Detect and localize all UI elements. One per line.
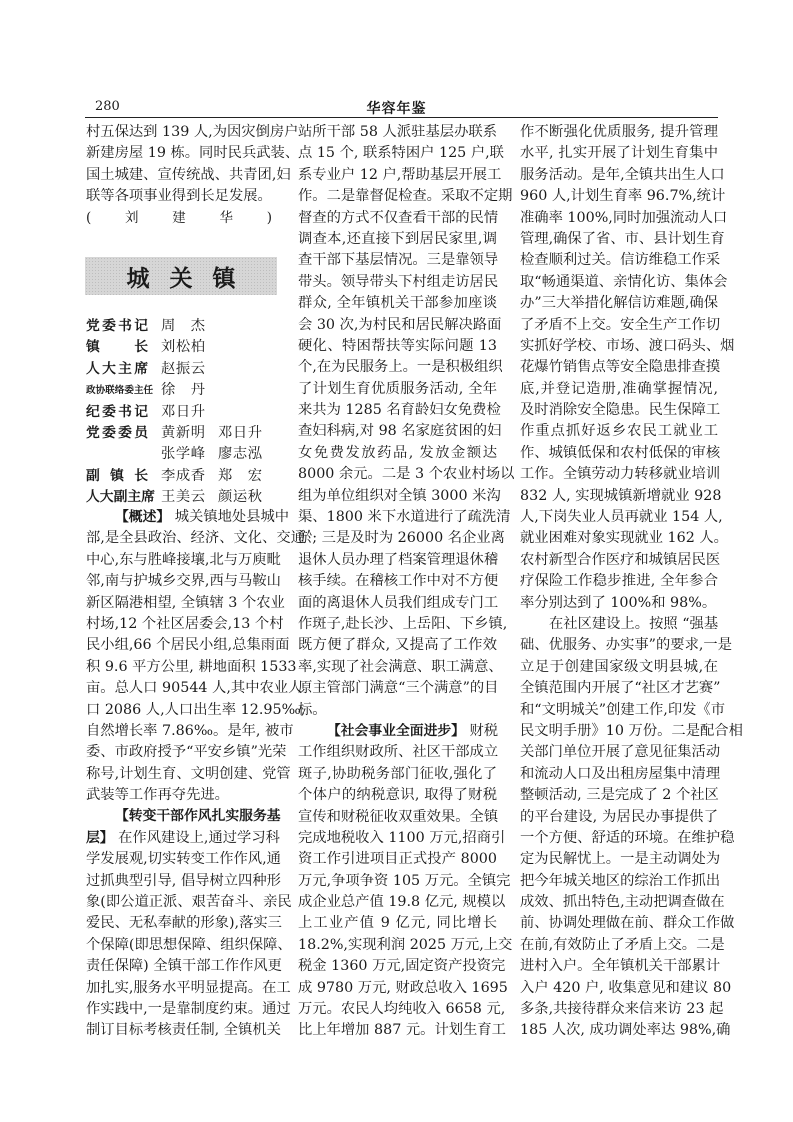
line-text: 中心,东与胜峰接壤,北与万庾毗 [86,551,281,568]
line-text: 在作风建设上,通过学习科 [113,829,280,846]
text-line [520,229,725,250]
line-text: 民文明手册》10 万份。二是配合相 [520,722,743,739]
text-line [520,315,721,336]
line-text: 作。二是靠督促检查。采取不定期 [298,188,513,205]
line-text: 率分别达到了 100%和 98%。 [520,594,717,611]
leader-name: 廖志泓 [218,446,262,463]
text-line [298,892,506,913]
running-header-title: 华容年鉴 [366,101,427,117]
text-line [86,678,303,699]
line-text: 了矛盾不上交。安全生产工作切 [520,316,721,333]
text-line [520,357,721,378]
column-1-body [86,507,306,1042]
line-text: 宣传和财税征收双重效果。全镇 [298,808,499,825]
line-text: 武装等工作再夺先进。 [86,787,229,804]
line-text: 斑子,协助税务部门征收,强化了 [298,765,497,782]
leader-name: 刘松柏 [161,339,205,356]
line-text: 群众, 全年镇机关干部参加座谈 [298,295,497,312]
text-line [520,165,725,186]
line-text: 185 人次, 成功调处率达 98%,确 [520,1022,731,1039]
line-text: 委、市政府授予“平安乡镇”光荣 [86,744,287,761]
line-text: 税金 1360 万元,固定资产投资完 [298,958,506,975]
line-text: 民小组,66 个居民小组,总集雨面 [86,637,290,654]
line-text: 和“文明城关”创建工作,印发《市 [520,701,726,718]
text-line [86,528,305,549]
text-line [520,913,735,934]
text-line [298,229,497,250]
leader-row [86,316,262,337]
text-line [520,721,743,742]
line-text: 口 2086 人,人口出生率 12.95‰, [86,701,306,718]
text-line [520,486,722,507]
text-line [520,764,721,785]
line-text: 准确率 100%,同时加强流动人口 [520,209,728,226]
line-text: 工作。全镇劳动力转移就业培训 [520,466,721,483]
text-line [86,186,278,207]
line-text: 前、协调处理做在前、群众工作做 [520,915,735,932]
text-line [86,742,287,763]
text-line [298,764,497,785]
line-text: 比上年增加 887 元。计划生育工 [298,1022,506,1039]
text-line [520,807,718,828]
text-line [86,913,282,934]
leader-row [86,444,262,465]
line-text: 础、优服务、办实事”的要求,一是 [520,637,733,654]
text-line [520,935,725,956]
line-text: 亩。总人口 90544 人,其中农业人 [86,680,303,697]
line-text: 成 9780 万元, 财政总收入 1695 [298,979,508,996]
line-text: 过抓典型引导, 倡导树立四种形 [86,872,281,889]
line-text: 人,下岗失业人员再就业 154 人, [520,509,723,526]
text-line [86,764,291,785]
text-line [298,379,497,400]
line-text: 积 9.6 平方公里, 耕地面积 1533 [86,658,297,675]
line-text: 村五保达到 139 人,为因灾倒房户 [86,124,299,140]
text-line [298,400,501,421]
line-text: 水平, 扎实开展了计划生育集中 [520,145,718,162]
text-line [86,956,282,977]
line-text: 城关镇地处县城中 [170,509,290,525]
line-text: 加扎实,服务水平明显提高。在工 [86,979,291,996]
text-line [86,999,291,1020]
leader-role: 人大副主席 [86,489,155,506]
text-line [298,208,497,229]
text-line [298,593,497,614]
line-text: 面的离退休人员我们组成专门工 [298,594,499,611]
text-line [298,828,506,849]
line-text: 标。 [298,701,327,718]
text-line [520,464,721,485]
text-line [86,849,281,870]
text-line [86,978,291,999]
text-line [520,272,728,293]
line-text: 站所干部 58 人派驻基层办联系 [298,124,497,140]
line-text: 学发展观,切实转变工作作风,通 [86,851,281,868]
line-text: 立足于创建国家级文明县城,在 [520,658,718,675]
line-text: 作、城镇低保和农村低保的审核 [520,444,721,461]
text-line [298,507,511,528]
leader-name: 黄新明 [161,424,205,441]
line-text: 率,实现了社会满意、职工满意、 [298,658,503,675]
leader-name: 颜运秋 [218,489,262,506]
text-line [298,571,497,592]
paragraph-heading: 【转变干部作风扎实服务基 [115,808,281,825]
line-text: 财税 [464,722,499,739]
text-line [298,635,497,656]
line-text: 组为单位组织对全镇 3000 米沟 [298,487,501,504]
line-text: 自然增长率 7.86‰。是年, 被市 [86,722,294,739]
text-line [298,293,497,314]
text-line [520,143,718,164]
text-line [520,379,718,400]
line-text: 底,并登记造册,准确掌握情况, [520,380,718,397]
line-text: 18.2%,实现利润 2025 万元,上交 [298,936,513,953]
text-line [86,700,306,721]
text-line [86,507,290,528]
column-2 [298,122,515,1042]
text-line [520,593,718,614]
text-line [298,528,505,549]
text-line [520,871,721,892]
leader-role: 镇长 [86,339,148,356]
line-text: 万元,争项争资 105 万元。全镇完 [298,872,511,889]
line-text: 整顿活动, 三是完成了 2 个社区 [520,787,719,804]
text-line [86,806,281,827]
line-text: 点 15 个, 联系特困户 125 户,联 [298,145,504,162]
text-line [520,208,728,229]
section-title-box [85,257,277,295]
line-text: 新建房屋 19 栋。同时民兵武装、 [86,145,300,162]
text-line [298,657,503,678]
paragraph-heading: 层】 [86,829,114,846]
text-line [520,293,718,314]
line-text: 在前,有效防止了矛盾上交。二是 [520,936,725,953]
text-line [298,956,506,977]
line-text: 进村入户。全年镇机关干部累计 [520,958,721,975]
leader-name: 王美云 [161,489,205,506]
text-line [298,721,497,742]
text-line [520,700,726,721]
line-text: 工作组织财政所、社区干部成立 [298,744,499,761]
line-text: 会 30 次,为村民和居民解决路面 [298,316,502,333]
line-text: 完成地税收入 1100 万元,招商引 [298,829,506,846]
line-text: 检查顺利过关。信访维稳工作采 [520,252,721,269]
text-line [520,1020,731,1041]
line-text: 实抓好学校、市场、渡口码头、烟 [520,337,735,354]
text-line [520,528,728,549]
leader-role: 人大主席 [86,360,148,377]
line-text: 带头。领导带头下村组走访居民 [298,273,499,290]
line-text: 爱民、无私奉献的形象),落实三 [86,915,282,932]
leader-name: 徐丹 [161,382,205,399]
header-rule [85,117,718,118]
text-line [86,892,292,913]
line-text: 个,在为民服务上。一是积极组织 [298,359,503,376]
leader-name: 赵振云 [161,360,205,377]
text-line [86,721,294,742]
text-line [298,143,504,164]
line-text: 督查的方式不仅查看干部的民情 [298,209,499,226]
line-text: 成效、抓出特色,主动把调查做在 [520,894,725,911]
text-line [86,550,281,571]
line-text: 疗保险工作稳步推进, 全年参合 [520,573,718,590]
leader-name: 邓日升 [218,424,262,441]
leader-name: 李成香 [161,467,205,484]
text-line [298,122,497,143]
leader-name: 邓日升 [161,403,205,420]
text-line [298,1020,506,1041]
text-line [520,742,721,763]
line-text: 服务活动。是年,全镇共出生人口 [520,166,725,183]
text-line [86,614,284,635]
leader-row [86,359,262,380]
leader-name: 周杰 [161,318,205,334]
line-text: 把今年城关地区的综治工作抓出 [520,872,721,889]
line-text: 一个方便、舒适的环境。在维护稳 [520,829,735,846]
text-line [520,978,732,999]
line-text: 村场,12 个社区居委会,13 个村 [86,615,284,632]
text-line [520,635,733,656]
text-line [520,336,735,357]
text-line [520,849,721,870]
line-text: 部,是全县政治、经济、文化、交通 [86,530,305,547]
text-line [298,250,497,271]
text-line [298,785,497,806]
text-line [298,357,503,378]
text-line [520,614,718,635]
leader-role [86,444,148,465]
text-line [298,849,497,870]
line-text: 定为民解忧上。一是主动调处为 [520,851,721,868]
line-text: 960 人,计划生育率 96.7%,统计 [520,188,726,205]
leader-role: 纪委书记 [86,403,148,420]
text-line [520,892,725,913]
text-line [298,999,506,1020]
line-text: 称号,计划生育、文明创建、党管 [86,765,291,782]
text-line [520,657,718,678]
line-text: 淤; 三是及时为 26000 名企业离 [298,530,505,547]
line-text: 责任保障) 全镇干部工作作风更 [86,958,282,975]
line-text: 制订目标考核责任制, 全镇机关 [86,1022,281,1039]
line-text: 在社区建设上。按照 “强基 [549,615,719,632]
line-text: 核手续。在稽核工作中对不方便 [298,573,499,590]
text-line [298,464,515,485]
line-text: 来共为 1285 名育龄妇女免费检 [298,402,501,419]
page-number: 280 [95,99,120,114]
column-1-top [86,122,300,229]
leader-role: 党委委员 [86,424,148,441]
text-line [86,635,290,656]
text-line [520,443,721,464]
text-line [520,550,721,571]
text-line [86,143,300,164]
line-text: 农村新型合作医疗和城镇居民医 [520,551,721,568]
text-line [520,250,721,271]
leader-role: 副镇长 [86,467,148,484]
text-line [298,700,497,721]
text-line [520,400,721,421]
text-line [520,421,718,442]
leader-row [86,466,262,487]
line-text: 办”三大举措化解信访难题,确保 [520,295,718,312]
line-text: 既方便了群众, 又提高了工作效 [298,637,497,654]
line-text: 作实践中,一是靠制度约束。通过 [86,1000,291,1017]
text-line [298,742,497,763]
text-line [298,443,497,464]
text-line [298,935,513,956]
line-text: 查妇科病,对 98 名家庭贫困的妇 [298,423,502,440]
text-line [86,828,278,849]
text-line [298,978,508,999]
leader-name: 郑宏 [218,467,262,484]
leader-name: 张学峰 [161,446,205,463]
line-text: 就业困难对象实现就业 162 人。 [520,530,728,547]
line-text: 退休人员办理了档案管理退休稽 [298,551,499,568]
paragraph-heading: 【社会事业全面进步】 [327,722,465,739]
line-text: 联等各项事业得到长足发展。 [86,188,272,205]
text-line [298,421,502,442]
line-text: 832 人, 实现城镇新增就业 928 [520,487,722,504]
text-line [86,1020,281,1041]
line-text: 调查本,还直接下到居民家里,调 [298,230,497,247]
paragraph-heading: 【概述】 [115,509,171,525]
leadership-list [86,316,262,509]
leader-row [86,402,262,423]
text-line [86,935,292,956]
text-line [520,186,726,207]
text-line [298,486,501,507]
section-title: 城关镇 [126,265,256,292]
line-text: 全镇范围内开展了“社区才艺赛” [520,680,721,697]
line-text: 成企业总产值 19.8 亿元, 规模以 [298,894,506,911]
line-text: 花爆竹销售点等安全隐患排查摸 [520,359,721,376]
line-text: 邻,南与护城乡交界,西与马鞍山 [86,573,281,590]
line-text: 系专业户 12 户,帮助基层开展工 [298,166,502,183]
line-text: 原主管部门满意“三个满意”的目 [298,680,499,697]
line-text: 8000 余元。二是 3 个农业村场以 [298,466,515,483]
text-line [86,122,299,143]
text-line [86,785,278,806]
leader-role: 党委书记 [86,318,148,334]
line-text: 硬化、特困帮扶等实际问题 13 [298,337,497,354]
text-line [298,871,511,892]
text-line [298,678,497,699]
text-line [520,785,718,806]
text-line [520,122,718,143]
author-credit: (刘建华) [86,209,272,226]
text-line [86,165,291,186]
line-text: 了计划生育优质服务活动, 全年 [298,380,497,397]
text-line [298,614,508,635]
leader-row [86,423,262,444]
text-line [298,272,497,293]
text-line [298,336,497,357]
leader-role: 政协联络委主任 [86,385,154,397]
text-line [520,999,724,1020]
leader-row [86,380,262,401]
line-text: 和流动人口及出租房屋集中清理 [520,765,721,782]
line-text: 女免费发放药品, 发放金额达 [298,444,497,461]
line-text: 作不断强化优质服务, 提升管理 [520,124,718,140]
line-text: 个体户的纳税意识, 取得了财税 [298,787,497,804]
line-text: 新区隔港相望, 全镇辖 3 个农业 [86,594,285,611]
line-text: 国土城建、宣传统战、共青团,妇 [86,166,291,183]
line-text: 入户 420 户, 收集意见和建议 80 [520,979,732,996]
text-line [298,186,513,207]
text-line [86,657,297,678]
text-line [86,593,285,614]
leader-row [86,487,262,508]
text-line [86,571,281,592]
column-3 [520,122,743,1042]
text-line [520,507,723,528]
text-line [298,315,502,336]
line-text: 及时消除安全隐患。民生保障工 [520,402,721,419]
line-text: 关部门单位开展了意见征集活动 [520,744,721,761]
text-line [520,956,721,977]
text-line [520,678,721,699]
line-text: 渠、1800 米下水道进行了疏洗清 [298,509,511,526]
text-line [298,913,497,934]
line-text: 查干部下基层情况。三是靠领导 [298,252,499,269]
text-line [86,871,281,892]
text-line [520,828,735,849]
text-line [298,165,502,186]
line-text: 资工作引进项目正式投产 8000 [298,851,497,868]
line-text: 万元。农民人均纯收入 6658 元, [298,1001,506,1018]
text-line [520,571,718,592]
leader-row [86,337,262,358]
line-text: 多条,共接待群众来信来访 23 起 [520,1001,724,1018]
text-line [298,807,497,828]
line-text: 取“畅通渠道、亲情化访、集体会 [520,273,728,290]
line-text: 作斑子,赴长沙、上岳阳、下乡镇, [298,615,508,632]
text-line [298,550,497,571]
line-text: 作重点抓好返乡农民工就业工 [520,423,718,440]
line-text: 个保障(即思想保障、组织保障、 [86,936,292,953]
line-text: 的平台建设, 为居民办事提供了 [520,808,718,825]
line-text: 管理,确保了省、市、县计划生育 [520,230,725,247]
line-text: 上工业产值 9 亿元, 同比增长 [298,915,497,932]
line-text: 象(即公道正派、艰苦奋斗、亲民 [86,894,292,911]
